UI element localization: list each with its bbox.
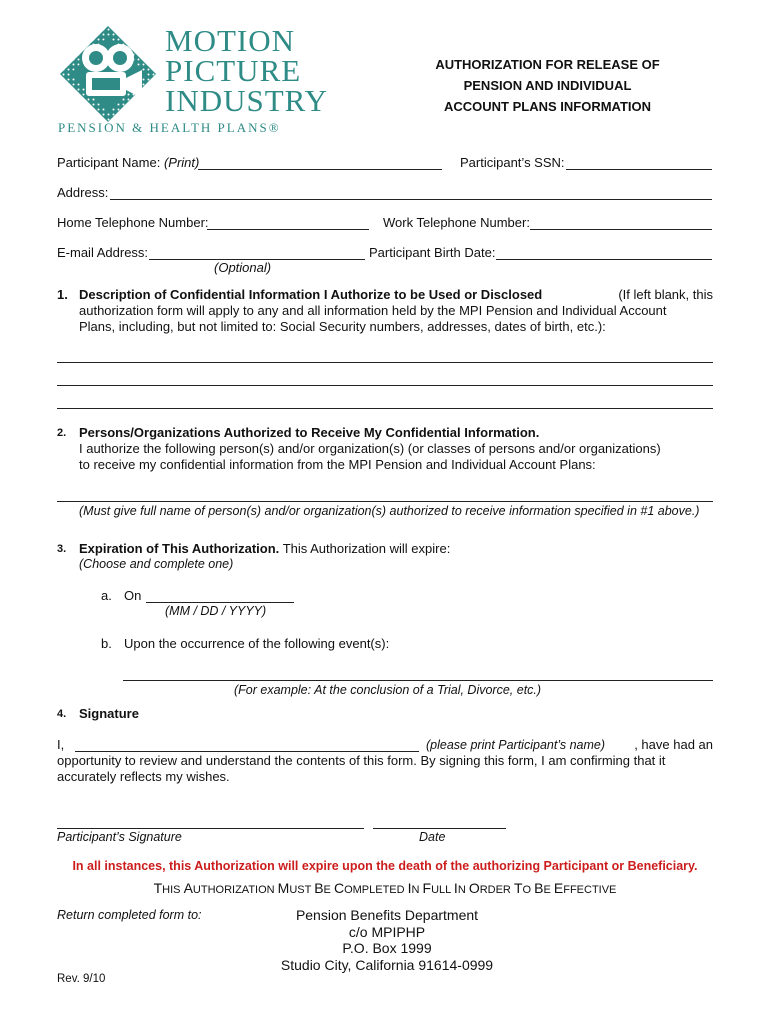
print-name-hint: (please print Participant’s name) xyxy=(426,738,606,752)
section-3-text: Expiration of This Authorization. This Authorization will expire: xyxy=(79,541,451,556)
address-field[interactable] xyxy=(110,199,712,200)
section-1-line-1[interactable] xyxy=(57,362,713,363)
expiration-date-field[interactable] xyxy=(146,602,294,603)
section-1-number: 1. xyxy=(57,287,68,302)
title-line-1: AUTHORIZATION FOR RELEASE OF xyxy=(435,57,660,72)
title-line-2: PENSION AND INDIVIDUAL xyxy=(463,78,632,93)
event-example-hint: (For example: At the conclusion of a Trial, Divorce, etc.) xyxy=(234,683,542,697)
title-line-3: ACCOUNT PLANS INFORMATION xyxy=(443,99,652,114)
ssn-field[interactable] xyxy=(566,169,712,170)
signature-field[interactable] xyxy=(57,828,364,829)
return-label: Return completed form to: xyxy=(57,908,202,922)
section-4-number: 4. xyxy=(57,708,67,720)
section-1-text: Description of Confidential Information I Authorize to be Used or Disclosed (If left blank, this authorization form will apply to any and all information held by the MPI Pension and Individual Account Plans, including, but not limited to: Social Security numbers, addresses, dates of birth, etc.): xyxy=(79,287,713,334)
signature-label: Participant’s Signature xyxy=(57,830,182,844)
logo-word-picture: PICTURE xyxy=(165,53,302,88)
section-2-note: (Must give full name of person(s) and/or organization(s) authorized to receive information specified in #1 above.) xyxy=(79,504,700,518)
section-3-choose-hint: (Choose and complete one) xyxy=(79,557,234,571)
logo-subtitle: PENSION & HEALTH PLANS® xyxy=(58,120,281,135)
birth-date-label: Participant Birth Date: xyxy=(369,245,496,260)
section-2-text: Persons/Organizations Authorized to Receive My Confidential Information. I authorize the following person(s) and/or organization(s) (or classes of persons and/or organizations) to receive my confidential information from the MPI Pension and Individual Account Plans: xyxy=(79,425,713,473)
expiration-notice: In all instances, this Authorization will expire upon the death of the authorizing Participant or Beneficiary. xyxy=(72,859,698,873)
section-3-number: 3. xyxy=(57,543,67,555)
section-2-heading: Persons/Organizations Authorized to Receive My Confidential Information. xyxy=(79,425,540,440)
participant-name-field[interactable] xyxy=(198,169,442,170)
section-1-line-3[interactable] xyxy=(57,408,713,409)
section-1-line-2[interactable] xyxy=(57,385,713,386)
ssn-label: Participant’s SSN: xyxy=(460,155,565,170)
work-phone-label: Work Telephone Number: xyxy=(383,215,530,230)
optional-hint: (Optional) xyxy=(214,260,272,275)
mpi-logo-icon xyxy=(56,22,160,126)
home-phone-field[interactable] xyxy=(207,229,369,230)
work-phone-field[interactable] xyxy=(530,229,712,230)
return-address: Pension Benefits Department c/o MPIPHP P.O. Box 1999 Studio City, California 91614-0999 xyxy=(280,907,494,973)
logo-word-industry: INDUSTRY xyxy=(165,83,329,118)
section-2-recipient-field[interactable] xyxy=(57,501,713,502)
signature-i-label: I, xyxy=(57,737,65,752)
document-title xyxy=(410,54,685,117)
completion-requirement: THIS AUTHORIZATION MUST BE COMPLETED IN FULL IN ORDER TO BE EFFECTIVE xyxy=(153,880,617,896)
option-b-text: Upon the occurrence of the following event(s): xyxy=(124,636,390,651)
expiration-event-field[interactable] xyxy=(123,680,713,681)
option-a-label: a. xyxy=(101,588,112,603)
address-label: Address: xyxy=(57,185,109,200)
home-phone-label: Home Telephone Number: xyxy=(57,215,209,230)
signature-date-field[interactable] xyxy=(373,828,506,829)
option-b-label: b. xyxy=(101,636,112,651)
section-1-heading: Description of Confidential Information I Authorize to be Used or Disclosed xyxy=(79,287,543,302)
participant-printed-name-field[interactable] xyxy=(75,751,419,752)
email-label: E-mail Address: xyxy=(57,245,149,260)
revision-label: Rev. 9/10 xyxy=(57,973,106,985)
section-4-heading: Signature xyxy=(79,706,139,721)
signature-statement: opportunity to review and understand the contents of this form. By signing this form, I am confirming that it accurately reflects my wishes. xyxy=(57,753,666,784)
signature-statement-end: (please print Participant’s name) , have had an xyxy=(426,737,713,752)
section-2-number: 2. xyxy=(57,427,67,439)
date-format-hint: (MM / DD / YYYY) xyxy=(165,604,267,618)
option-a-text: On xyxy=(124,588,142,603)
participant-name-label: Participant Name: (Print) xyxy=(57,155,200,170)
birth-date-field[interactable] xyxy=(496,259,712,260)
print-hint: (Print) xyxy=(163,155,200,170)
date-label: Date xyxy=(419,830,446,844)
logo-word-motion: MOTION xyxy=(165,23,295,58)
section-3-heading: Expiration of This Authorization. xyxy=(79,541,280,556)
